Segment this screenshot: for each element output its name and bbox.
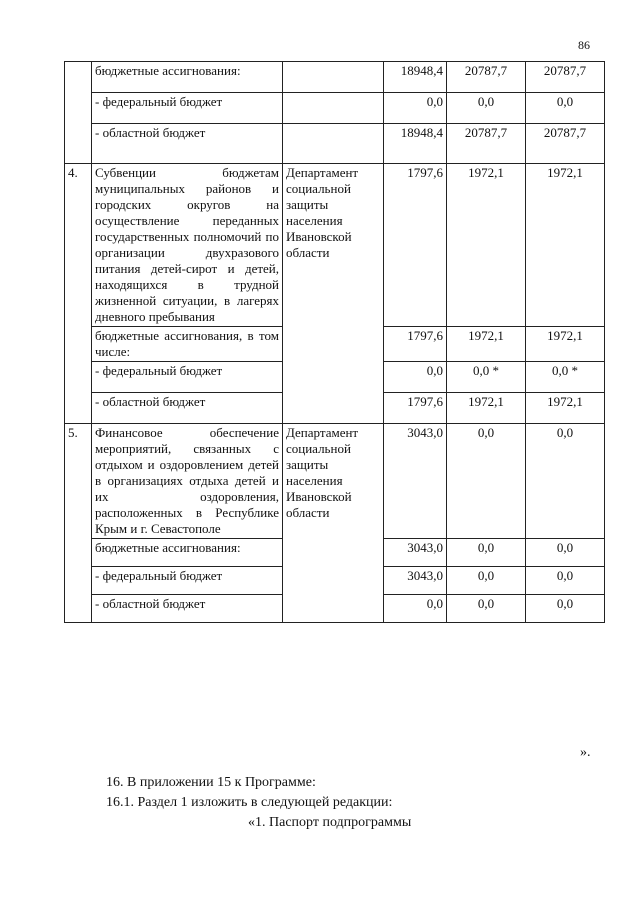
row-number-cell bbox=[65, 62, 92, 164]
row-label: Субвенции бюджетам муниципальных районов и городских округов на осуществление переданных государственных полномочий по организации двухразового питания детей-сирот и детей, находящихся в трудной жизненной ситуации, в лагерях дневного пребывания bbox=[92, 164, 283, 327]
table-row bbox=[65, 124, 605, 164]
value-cell: 0,0 bbox=[384, 362, 447, 393]
row-label: бюджетные ассигнования: bbox=[92, 539, 283, 567]
value-cell: 1972,1 bbox=[526, 164, 605, 327]
closing-quote-mark: ». bbox=[580, 745, 591, 760]
value-cell: 0,0 bbox=[447, 595, 526, 623]
value-cell: 1972,1 bbox=[447, 393, 526, 424]
value-cell: 1972,1 bbox=[526, 393, 605, 424]
budget-table bbox=[64, 61, 605, 623]
value-cell: 20787,7 bbox=[447, 124, 526, 164]
value-cell: 0,0 bbox=[384, 93, 447, 124]
paragraph-16-1: 16.1. Раздел 1 изложить в следующей редакции: bbox=[106, 795, 393, 810]
value-cell: 3043,0 bbox=[384, 424, 447, 539]
executor-cell: Департамент социальной защиты населения Ивановской области bbox=[283, 424, 384, 623]
subprogram-passport-heading: «1. Паспорт подпрограммы bbox=[248, 815, 412, 830]
value-cell: 0,0 bbox=[447, 424, 526, 539]
row-label: Финансовое обеспечение мероприятий, связанных с отдыхом и оздоровлением детей в организациях отдыха детей и их оздоровления, расположенных в Республике Крым и г. Севастополе bbox=[92, 424, 283, 539]
row-label: - федеральный бюджет bbox=[92, 93, 283, 124]
value-cell: 0,0 bbox=[384, 595, 447, 623]
row-label: - областной бюджет bbox=[92, 124, 283, 164]
value-cell: 0,0 bbox=[447, 93, 526, 124]
executor-cell bbox=[283, 93, 384, 124]
value-cell: 20787,7 bbox=[526, 124, 605, 164]
row-label: бюджетные ассигнования, в том числе: bbox=[92, 327, 283, 362]
value-cell: 3043,0 bbox=[384, 567, 447, 595]
value-cell: 0,0 bbox=[526, 567, 605, 595]
row-number-cell: 5. bbox=[65, 424, 92, 623]
value-cell: 0,0 * bbox=[447, 362, 526, 393]
value-cell: 20787,7 bbox=[447, 62, 526, 93]
value-cell: 0,0 bbox=[447, 567, 526, 595]
table-row bbox=[65, 62, 605, 93]
value-cell: 18948,4 bbox=[384, 124, 447, 164]
table-row bbox=[65, 164, 605, 327]
value-cell: 1972,1 bbox=[447, 327, 526, 362]
row-label: - областной бюджет bbox=[92, 595, 283, 623]
table-row bbox=[65, 424, 605, 539]
value-cell: 1972,1 bbox=[447, 164, 526, 327]
value-cell: 0,0 bbox=[526, 424, 605, 539]
value-cell: 1797,6 bbox=[384, 393, 447, 424]
row-label: бюджетные ассигнования: bbox=[92, 62, 283, 93]
page-number: 86 bbox=[578, 38, 590, 52]
executor-cell: Департамент социальной защиты населения Ивановской области bbox=[283, 164, 384, 424]
value-cell: 0,0 bbox=[526, 595, 605, 623]
value-cell: 1797,6 bbox=[384, 327, 447, 362]
row-label: - федеральный бюджет bbox=[92, 362, 283, 393]
row-label: - областной бюджет bbox=[92, 393, 283, 424]
value-cell: 1797,6 bbox=[384, 164, 447, 327]
executor-cell bbox=[283, 124, 384, 164]
value-cell: 3043,0 bbox=[384, 539, 447, 567]
value-cell: 1972,1 bbox=[526, 327, 605, 362]
value-cell: 0,0 bbox=[447, 539, 526, 567]
value-cell: 0,0 * bbox=[526, 362, 605, 393]
value-cell: 20787,7 bbox=[526, 62, 605, 93]
value-cell: 0,0 bbox=[526, 93, 605, 124]
row-number-cell: 4. bbox=[65, 164, 92, 424]
table-row bbox=[65, 93, 605, 124]
row-label: - федеральный бюджет bbox=[92, 567, 283, 595]
paragraph-16: 16. В приложении 15 к Программе: bbox=[106, 775, 316, 790]
value-cell: 18948,4 bbox=[384, 62, 447, 93]
value-cell: 0,0 bbox=[526, 539, 605, 567]
executor-cell bbox=[283, 62, 384, 93]
